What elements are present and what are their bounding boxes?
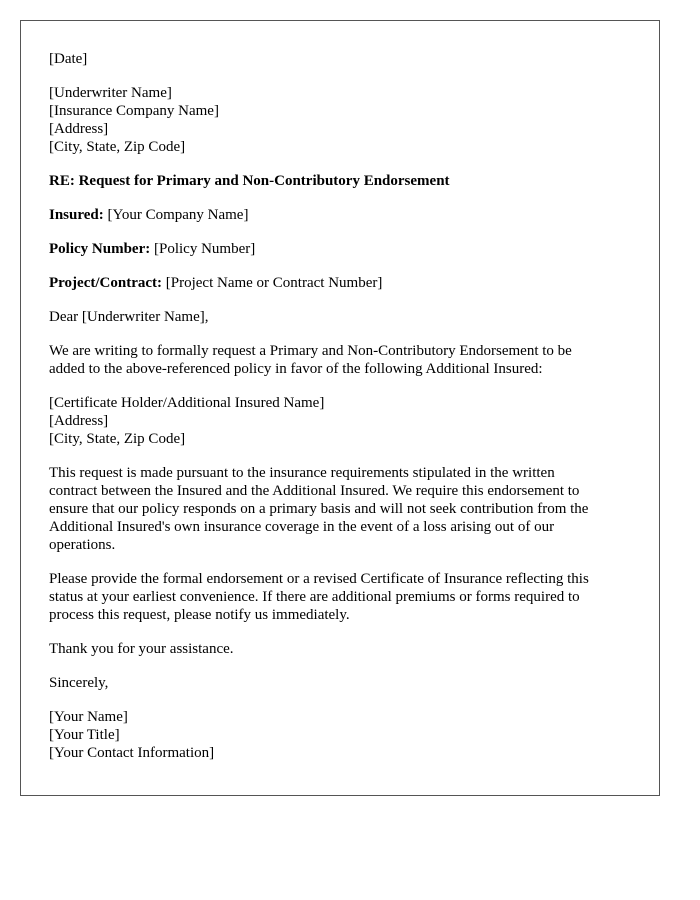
insured-label: Insured: [49, 207, 104, 223]
salutation: Dear [Underwriter Name], [49, 309, 209, 325]
letter-page [20, 20, 660, 796]
paragraph-request [49, 342, 631, 378]
additional-insured-block [49, 394, 631, 448]
paragraph-line: ensure that our policy responds on a primary basis and will not seek contribution from the [49, 501, 589, 517]
paragraph-line: added to the above-referenced policy in favor of the following Additional Insured: [49, 361, 543, 377]
policy-number-label: Policy Number: [49, 241, 151, 257]
closing-line: Sincerely, [49, 675, 109, 691]
paragraph-line: We are writing to formally request a Primary and Non-Contributory Endorsement to be [49, 343, 572, 359]
paragraph-line: contract between the Insured and the Additional Insured. We require this endorsement to [49, 483, 580, 499]
thanks-line: Thank you for your assistance. [49, 641, 234, 657]
insured-field [49, 206, 631, 224]
date: [Date] [49, 51, 88, 67]
recipient-address: [Address] [49, 121, 109, 137]
subject-line: RE: Request for Primary and Non-Contributory Endorsement [49, 173, 450, 189]
paragraph-line: process this request, please notify us immediately. [49, 607, 350, 623]
paragraph-line: operations. [49, 537, 116, 553]
paragraph-action [49, 570, 631, 624]
policy-number-field [49, 240, 631, 258]
project-contract-label: Project/Contract: [49, 275, 162, 291]
paragraph-line: status at your earliest convenience. If there are additional premiums or forms required to [49, 589, 580, 605]
paragraph-justification [49, 464, 631, 554]
project-contract-field [49, 274, 631, 292]
recipient-company: [Insurance Company Name] [49, 103, 219, 119]
recipient-city-state-zip: [City, State, Zip Code] [49, 139, 186, 155]
paragraph-line: Additional Insured's own insurance coverage in the event of a loss arising out of our [49, 519, 555, 535]
signature-name: [Your Name] [49, 709, 128, 725]
signature-block [49, 708, 631, 762]
project-contract-value: [Project Name or Contract Number] [165, 275, 383, 291]
recipient-name: [Underwriter Name] [49, 85, 172, 101]
additional-insured-city-state-zip: [City, State, Zip Code] [49, 431, 186, 447]
signature-contact: [Your Contact Information] [49, 745, 215, 761]
paragraph-line: Please provide the formal endorsement or a revised Certificate of Insurance reflecting this [49, 571, 589, 587]
recipient-address-block [49, 84, 631, 156]
date-line [49, 50, 631, 68]
additional-insured-address: [Address] [49, 413, 109, 429]
signature-title: [Your Title] [49, 727, 120, 743]
policy-number-value: [Policy Number] [153, 241, 256, 257]
paragraph-line: This request is made pursuant to the insurance requirements stipulated in the written [49, 465, 555, 481]
additional-insured-name: [Certificate Holder/Additional Insured Name] [49, 395, 325, 411]
insured-value: [Your Company Name] [107, 207, 249, 223]
